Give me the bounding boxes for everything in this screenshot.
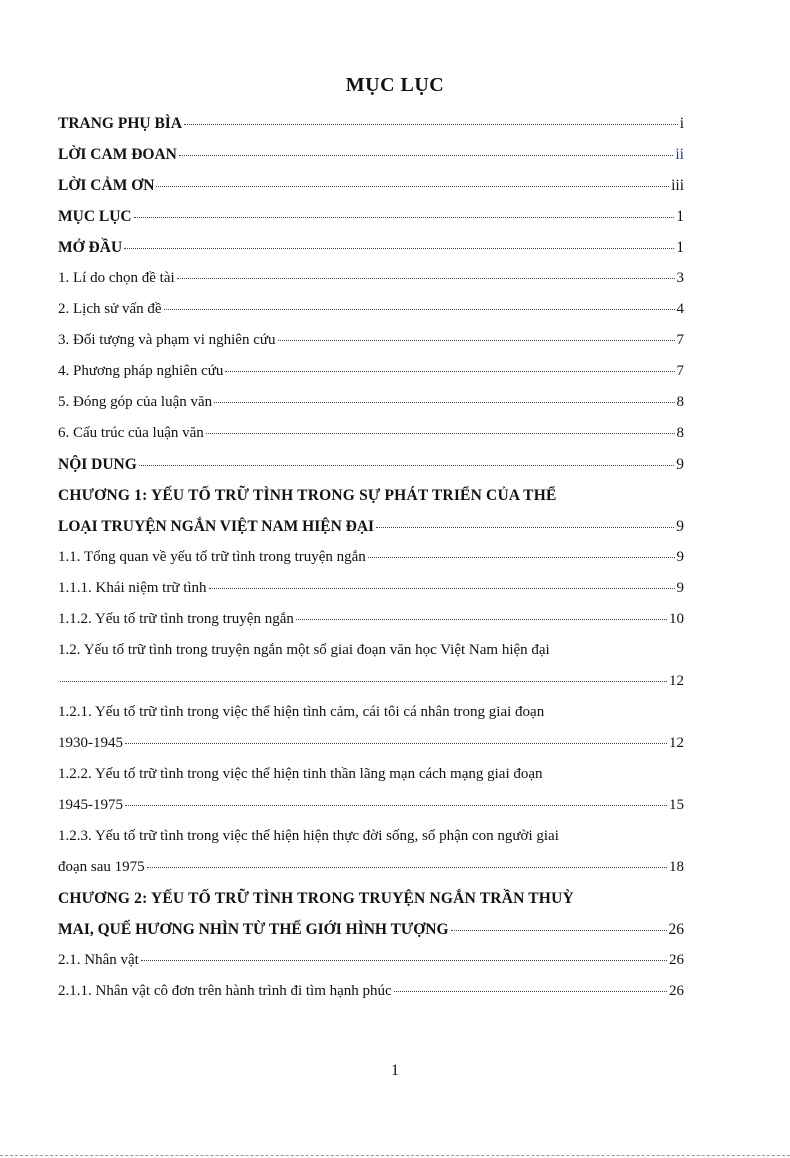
dot-leader bbox=[225, 371, 674, 372]
toc-entry-text: 6. Cấu trúc của luận văn bbox=[58, 425, 204, 441]
dot-leader bbox=[296, 619, 667, 620]
toc-entry-mo-dau bbox=[58, 232, 684, 263]
toc-entry-page: 15 bbox=[669, 797, 684, 813]
dot-leader bbox=[124, 248, 674, 249]
toc-entry-text: 1930-1945 bbox=[58, 735, 123, 751]
toc-entry-text: LOẠI TRUYỆN NGẮN VIỆT NAM HIỆN ĐẠI bbox=[58, 518, 375, 535]
toc-entry-muc-luc bbox=[58, 201, 684, 232]
toc-entry-text: LỜI CẢM ƠN bbox=[58, 177, 155, 194]
toc-entry-section-1-2-1 bbox=[58, 728, 684, 759]
dot-leader bbox=[214, 402, 674, 403]
toc-entry-section-1-2-3 bbox=[58, 852, 684, 883]
dot-leader bbox=[141, 960, 667, 961]
toc-entry-page: 8 bbox=[676, 394, 684, 410]
toc-entry-page: 12 bbox=[669, 735, 684, 751]
toc-entry-text: 1945-1975 bbox=[58, 797, 123, 813]
toc-entry-page: 26 bbox=[669, 983, 684, 999]
toc-entry-text: 2.1.1. Nhân vật cô đơn trên hành trình đi tìm hạnh phúc bbox=[58, 983, 392, 999]
toc-entry-page: 1 bbox=[676, 208, 684, 225]
toc-entry-section-2 bbox=[58, 294, 684, 325]
toc-entry-section-1-1-2 bbox=[58, 604, 684, 635]
toc-entry-loi-cam-on bbox=[58, 170, 684, 201]
toc-entry-page: 18 bbox=[669, 859, 684, 875]
toc-entry-text: 5. Đóng góp của luận văn bbox=[58, 394, 213, 410]
dot-leader bbox=[368, 557, 675, 558]
toc-entry-text: LỜI CAM ĐOAN bbox=[58, 146, 177, 163]
dot-leader bbox=[184, 124, 678, 125]
toc-entry-chapter-1 bbox=[58, 511, 684, 542]
toc-entry-text: 1.1.1. Khái niệm trữ tình bbox=[58, 580, 207, 596]
dot-leader bbox=[206, 433, 675, 434]
dot-leader bbox=[125, 805, 667, 806]
toc-entry-text: 2.1. Nhân vật bbox=[58, 952, 139, 968]
toc-entry-text: 3. Đối tượng và phạm vi nghiên cứu bbox=[58, 332, 276, 348]
dot-leader bbox=[394, 991, 667, 992]
toc-entry-section-2-1-1 bbox=[58, 976, 684, 1007]
toc-entry-trang-phu-bia bbox=[58, 108, 684, 139]
dot-leader bbox=[164, 309, 675, 310]
toc-entry-page: 9 bbox=[676, 580, 684, 596]
toc-entry-text: 1.1. Tổng quan về yếu tố trữ tình trong truyện ngắn bbox=[58, 549, 366, 565]
bottom-divider bbox=[0, 1155, 790, 1156]
toc-entry-section-1-2-2-line-1: 1.2.2. Yếu tố trữ tình trong việc thể hiện tinh thần lãng mạn cách mạng giai đoạn bbox=[58, 766, 543, 782]
toc-entry-chapter-1-line-1: CHƯƠNG 1: YẾU TỐ TRỮ TÌNH TRONG SỰ PHÁT TRIỂN CỦA THỂ bbox=[58, 487, 557, 504]
toc-entry-section-1-2-line-1: 1.2. Yếu tố trữ tình trong truyện ngắn một số giai đoạn văn học Việt Nam hiện đại bbox=[58, 642, 550, 658]
toc-entry-page: 9 bbox=[676, 456, 684, 473]
toc-entry-section-1-1-1 bbox=[58, 573, 684, 604]
dot-leader bbox=[177, 278, 675, 279]
toc-entry-page: 3 bbox=[676, 270, 684, 286]
toc-entry-chapter-2 bbox=[58, 914, 684, 945]
toc-entry-text: 4. Phương pháp nghiên cứu bbox=[58, 363, 224, 379]
toc-entry-page: 10 bbox=[669, 611, 684, 627]
toc-entry-page: 1 bbox=[676, 239, 684, 256]
toc-entry-text: TRANG PHỤ BÌA bbox=[58, 115, 183, 132]
toc-entry-chapter-2-line-1: CHƯƠNG 2: YẾU TỐ TRỮ TÌNH TRONG TRUYỆN NGẮN TRẦN THUỲ bbox=[58, 890, 574, 907]
toc-entry-page: 4 bbox=[676, 301, 684, 317]
dot-leader bbox=[156, 186, 669, 187]
toc-entry-section-4 bbox=[58, 356, 684, 387]
toc-entry-section-3 bbox=[58, 325, 684, 356]
toc-entry-section-1-2-3-line-1: 1.2.3. Yếu tố trữ tình trong việc thể hiện hiện thực đời sống, số phận con người giai bbox=[58, 828, 559, 844]
toc-entry-page: 9 bbox=[676, 518, 684, 535]
toc-entry-text: đoạn sau 1975 bbox=[58, 859, 145, 875]
dot-leader bbox=[451, 930, 667, 931]
dot-leader bbox=[278, 340, 675, 341]
toc-entry-text: MỞ ĐẦU bbox=[58, 239, 123, 256]
page-title: MỤC LỤC bbox=[345, 74, 445, 96]
toc-entry-section-1-1 bbox=[58, 542, 684, 573]
toc-entry-page: ii bbox=[675, 146, 684, 163]
toc-entry-page: 26 bbox=[669, 952, 684, 968]
dot-leader bbox=[147, 867, 667, 868]
dot-leader bbox=[209, 588, 675, 589]
toc-entry-page: 9 bbox=[676, 549, 684, 565]
dot-leader bbox=[134, 217, 675, 218]
toc-entry-page: iii bbox=[671, 177, 684, 194]
dot-leader bbox=[376, 527, 674, 528]
toc-entry-section-5 bbox=[58, 387, 684, 418]
toc-entry-section-6 bbox=[58, 418, 684, 449]
toc-entry-text: MAI, QUẾ HƯƠNG NHÌN TỪ THẾ GIỚI HÌNH TƯỢNG bbox=[58, 921, 449, 938]
dot-leader bbox=[139, 465, 674, 466]
toc-entry-page: 7 bbox=[676, 332, 684, 348]
toc-entry-section-1 bbox=[58, 263, 684, 294]
table-of-contents bbox=[58, 108, 684, 1007]
toc-entry-section-1-2-1-line-1: 1.2.1. Yếu tố trữ tình trong việc thể hiện tình cảm, cái tôi cá nhân trong giai đoạn bbox=[58, 704, 545, 720]
toc-entry-text: NỘI DUNG bbox=[58, 456, 137, 473]
toc-entry-page: 7 bbox=[676, 363, 684, 379]
dot-leader bbox=[179, 155, 674, 156]
dot-leader bbox=[125, 743, 667, 744]
toc-entry-noi-dung bbox=[58, 449, 684, 480]
toc-entry-page: 26 bbox=[668, 921, 684, 938]
toc-entry-text: 2. Lịch sử vấn đề bbox=[58, 301, 162, 317]
toc-entry-section-1-2 bbox=[58, 666, 684, 697]
toc-entry-loi-cam-doan bbox=[58, 139, 684, 170]
toc-entry-section-2-1 bbox=[58, 945, 684, 976]
toc-entry-page: 12 bbox=[669, 673, 684, 689]
toc-entry-section-1-2-2 bbox=[58, 790, 684, 821]
toc-entry-page: 8 bbox=[676, 425, 684, 441]
dot-leader bbox=[60, 681, 667, 682]
toc-entry-text: MỤC LỤC bbox=[58, 208, 132, 225]
toc-entry-page: i bbox=[679, 115, 684, 132]
page-number: 1 bbox=[391, 1062, 399, 1079]
toc-entry-text: 1. Lí do chọn đề tài bbox=[58, 270, 175, 286]
toc-entry-text: 1.1.2. Yếu tố trữ tình trong truyện ngắn bbox=[58, 611, 294, 627]
